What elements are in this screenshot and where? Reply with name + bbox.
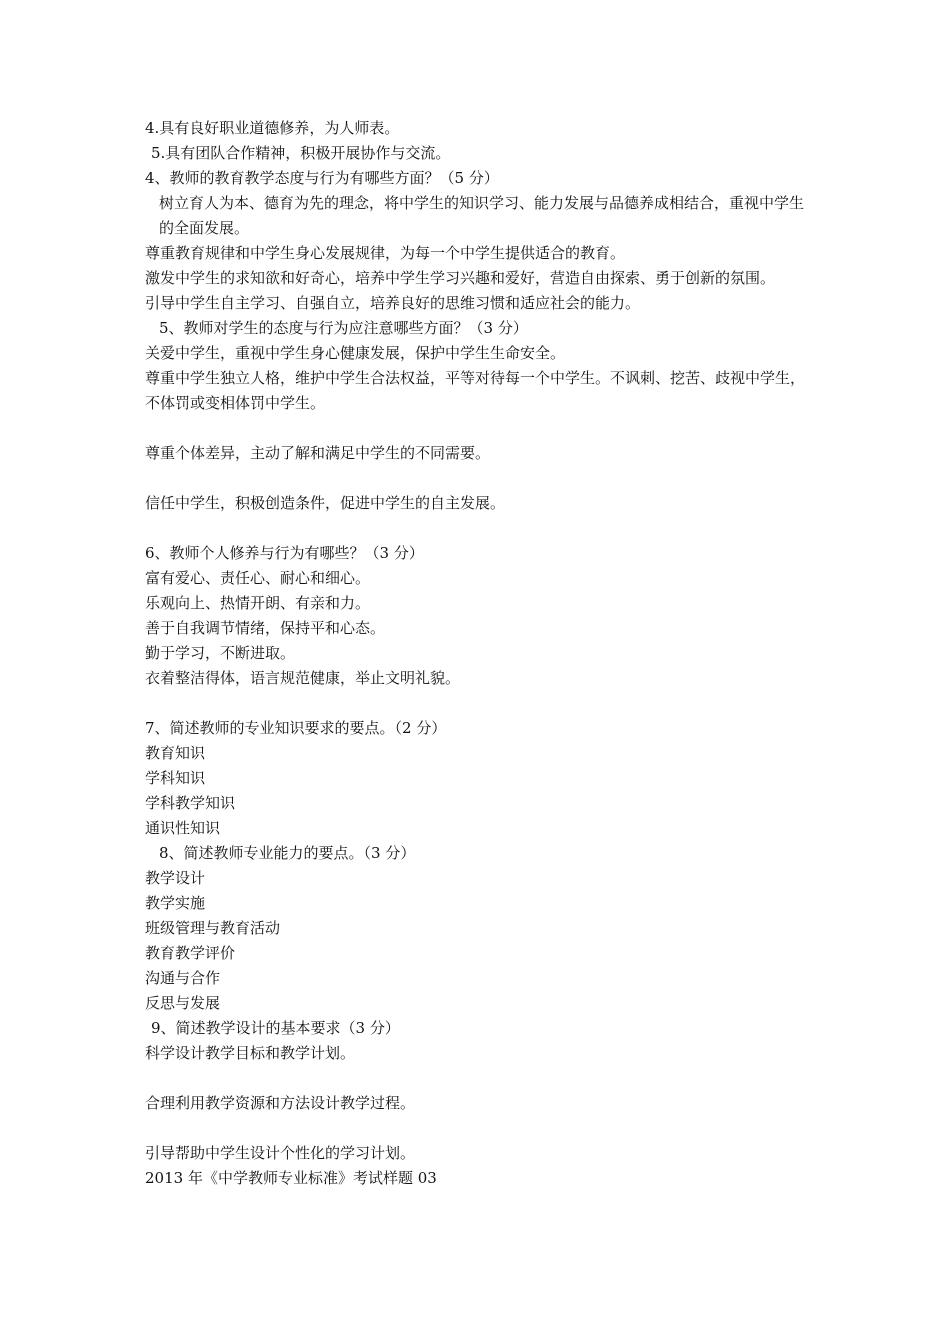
text-line: 教学设计 <box>145 869 206 887</box>
text-line: 教学实施 <box>145 894 206 912</box>
document-body <box>145 116 815 1191</box>
text-line: 尊重个体差异，主动了解和满足中学生的不同需要。 <box>145 444 491 462</box>
text-line: 学科知识 <box>145 769 206 787</box>
text-line: 勤于学习，不断进取。 <box>145 644 296 662</box>
blank-line <box>145 416 815 441</box>
blank-line <box>145 691 815 716</box>
text-line: 衣着整洁得体，语言规范健康，举止文明礼貌。 <box>145 669 461 687</box>
question-heading: 4、教师的教育教学态度与行为有哪些方面？（5 分） <box>145 169 499 187</box>
text-line: 4.具有良好职业道德修养，为人师表。 <box>145 119 400 137</box>
text-line: 引导中学生自主学习、自强自立，培养良好的思维习惯和适应社会的能力。 <box>145 294 641 312</box>
text-line: 乐观向上、热情开朗、有亲和力。 <box>145 594 371 612</box>
text-line: 沟通与合作 <box>145 969 221 987</box>
text-line: 反思与发展 <box>145 994 221 1012</box>
text-line: 信任中学生，积极创造条件，促进中学生的自主发展。 <box>145 494 506 512</box>
text-line: 富有爱心、责任心、耐心和细心。 <box>145 569 371 587</box>
text-line: 通识性知识 <box>145 819 221 837</box>
document-footer-title: 2013 年《中学教师专业标准》考试样题 03 <box>145 1169 437 1187</box>
text-line: 尊重教育规律和中学生身心发展规律，为每一个中学生提供适合的教育。 <box>145 244 626 262</box>
question-heading: 6、教师个人修养与行为有哪些？（3 分） <box>145 544 424 562</box>
text-line: 学科教学知识 <box>145 794 236 812</box>
blank-line <box>145 516 815 541</box>
text-line: 班级管理与教育活动 <box>145 919 281 937</box>
question-heading: 9、简述教学设计的基本要求（3 分） <box>151 1019 400 1037</box>
text-paragraph: 树立育人为本、德育为先的理念，将中学生的知识学习、能力发展与品德养成相结合，重视中学生的全面发展。 <box>159 194 805 237</box>
text-line: 教育知识 <box>145 744 206 762</box>
question-heading: 8、简述教师专业能力的要点。（3 分） <box>159 844 416 862</box>
question-heading: 7、简述教师的专业知识要求的要点。（2 分） <box>145 719 447 737</box>
text-line: 引导帮助中学生设计个性化的学习计划。 <box>145 1144 416 1162</box>
text-line: 5.具有团队合作精神，积极开展协作与交流。 <box>151 144 451 162</box>
text-paragraph: 激发中学生的求知欲和好奇心，培养中学生学习兴趣和爱好，营造自由探索、勇于创新的氛围。 <box>145 269 776 287</box>
text-line: 教育教学评价 <box>145 944 236 962</box>
text-line: 合理利用教学资源和方法设计教学过程。 <box>145 1094 416 1112</box>
text-line: 关爱中学生，重视中学生身心健康发展，保护中学生生命安全。 <box>145 344 566 362</box>
blank-line <box>145 1066 815 1091</box>
text-line: 科学设计教学目标和教学计划。 <box>145 1044 356 1062</box>
blank-line <box>145 466 815 491</box>
text-paragraph: 尊重中学生独立人格，维护中学生合法权益，平等对待每一个中学生。不讽刺、挖苦、歧视中学生，不体罚或变相体罚中学生。 <box>145 369 806 412</box>
question-heading: 5、教师对学生的态度与行为应注意哪些方面？（3 分） <box>159 319 528 337</box>
blank-line <box>145 1116 815 1141</box>
text-line: 善于自我调节情绪，保持平和心态。 <box>145 619 386 637</box>
